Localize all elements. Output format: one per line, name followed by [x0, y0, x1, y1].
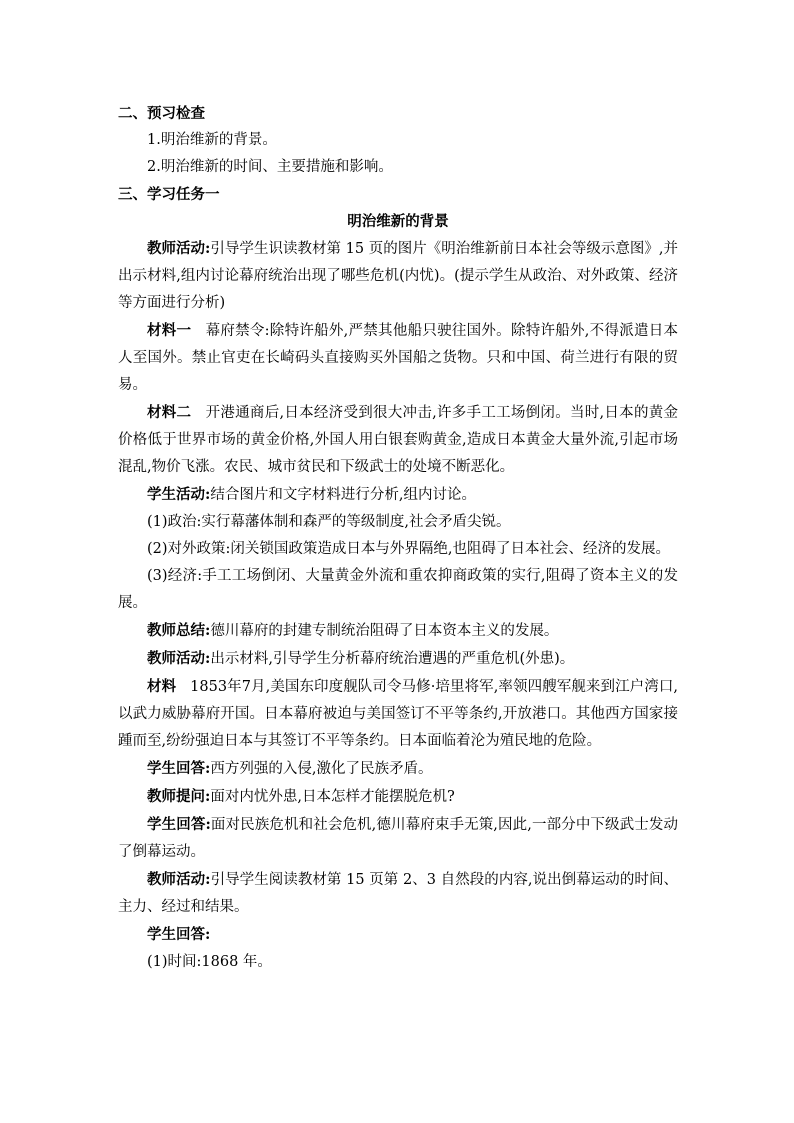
- paragraph-text: 德川幕府的封建专制统治阻碍了日本资本主义的发展。: [210, 623, 559, 639]
- paragraph-student-activity: [118, 481, 678, 509]
- section-title: 明治维新的背景: [347, 213, 449, 230]
- paragraph-text: 西方列强的入侵,激化了民族矛盾。: [210, 761, 433, 777]
- review-item-1: 1.明治维新的背景。: [147, 132, 277, 148]
- label: 材料一: [147, 322, 192, 339]
- paragraph-teacher-activity-3: [118, 866, 678, 921]
- paragraph-material-1: [118, 317, 678, 399]
- paragraph-text: 引导学生阅读教材第 15 页第 2、3 自然段的内容,说出倒幕运动的时间、主力、经过和结果。: [118, 872, 678, 915]
- label: 教师活动:: [147, 650, 211, 667]
- label: 教师活动:: [147, 871, 211, 888]
- paragraph-text: 出示材料,引导学生分析幕府统治遭遇的严重危机(外患)。: [210, 651, 575, 667]
- paragraph-material-3: [118, 673, 678, 755]
- list-item-time: (1)时间:1868 年。: [147, 954, 272, 970]
- heading-preview-check: 二、预习检查: [118, 105, 205, 122]
- paragraph-text: 结合图片和文字材料进行分析,组内讨论。: [210, 487, 476, 503]
- paragraph-text: 开港通商后,日本经济受到很大冲击,许多手工工场倒闭。当时,日本的黄金价格低于世界市场的黄金价格,外国人用白银套购黄金,造成日本黄金大量外流,引起市场混乱,物价飞涨。农民、城市贫民和下级武士的处境不断恶化。: [118, 405, 678, 475]
- paragraph-teacher-summary: [118, 617, 678, 645]
- label: 学生回答:: [147, 926, 211, 943]
- paragraph-text: 面对民族危机和社会危机,德川幕府束手无策,因此,一部分中下级武士发动了倒幕运动。: [118, 817, 678, 860]
- paragraph-text: 面对内忧外患,日本怎样才能摆脱危机?: [210, 789, 455, 805]
- label: 教师活动:: [147, 240, 211, 257]
- label: 学生回答:: [147, 816, 211, 833]
- paragraph-teacher-activity-1: [118, 235, 678, 317]
- paragraph-material-2: [118, 399, 678, 481]
- paragraph-teacher-question: [118, 783, 678, 811]
- label: 材料二: [147, 404, 192, 421]
- label: 学生活动:: [147, 486, 211, 503]
- paragraph-student-answer-3: [118, 921, 678, 949]
- list-item-economy: (3)经济:手工工场倒闭、大量黄金外流和重农抑商政策的实行,阻碍了资本主义的发展。: [118, 568, 678, 611]
- label: 教师总结:: [147, 622, 211, 639]
- paragraph-teacher-activity-2: [118, 645, 678, 673]
- document-page: [118, 100, 678, 976]
- label: 学生回答:: [147, 760, 211, 777]
- paragraph-student-answer-1: [118, 755, 678, 783]
- paragraph-text: 1853年7月,美国东印度舰队司令马修·培里将军,率领四艘军舰来到江户湾口,以武力威胁幕府开国。日本幕府被迫与美国签订不平等条约,开放港口。其他西方国家接踵而至,纷纷强迫日本与其签订不平等条约。日本面临着沦为殖民地的危险。: [118, 679, 679, 749]
- label: 教师提问:: [147, 788, 211, 805]
- review-item-2: 2.明治维新的时间、主要措施和影响。: [147, 159, 393, 175]
- list-item-politics: (1)政治:实行幕藩体制和森严的等级制度,社会矛盾尖锐。: [147, 514, 511, 530]
- label: 材料: [147, 678, 177, 695]
- paragraph-text: 引导学生识读教材第 15 页的图片《明治维新前日本社会等级示意图》,并出示材料,组内讨论幕府统治出现了哪些危机(内忧)。(提示学生从政治、对外政策、经济等方面进行分析): [118, 241, 679, 311]
- list-item-foreign-policy: (2)对外政策:闭关锁国政策造成日本与外界隔绝,也阻碍了日本社会、经济的发展。: [147, 541, 671, 557]
- heading-task-one: 三、学习任务一: [118, 186, 220, 203]
- paragraph-student-answer-2: [118, 811, 678, 866]
- paragraph-text: 幕府禁令:除特许船外,严禁其他船只驶往国外。除特许船外,不得派遣日本人至国外。禁止官吏在长崎码头直接购买外国船之货物。只和中国、荷兰进行有限的贸易。: [118, 323, 679, 393]
